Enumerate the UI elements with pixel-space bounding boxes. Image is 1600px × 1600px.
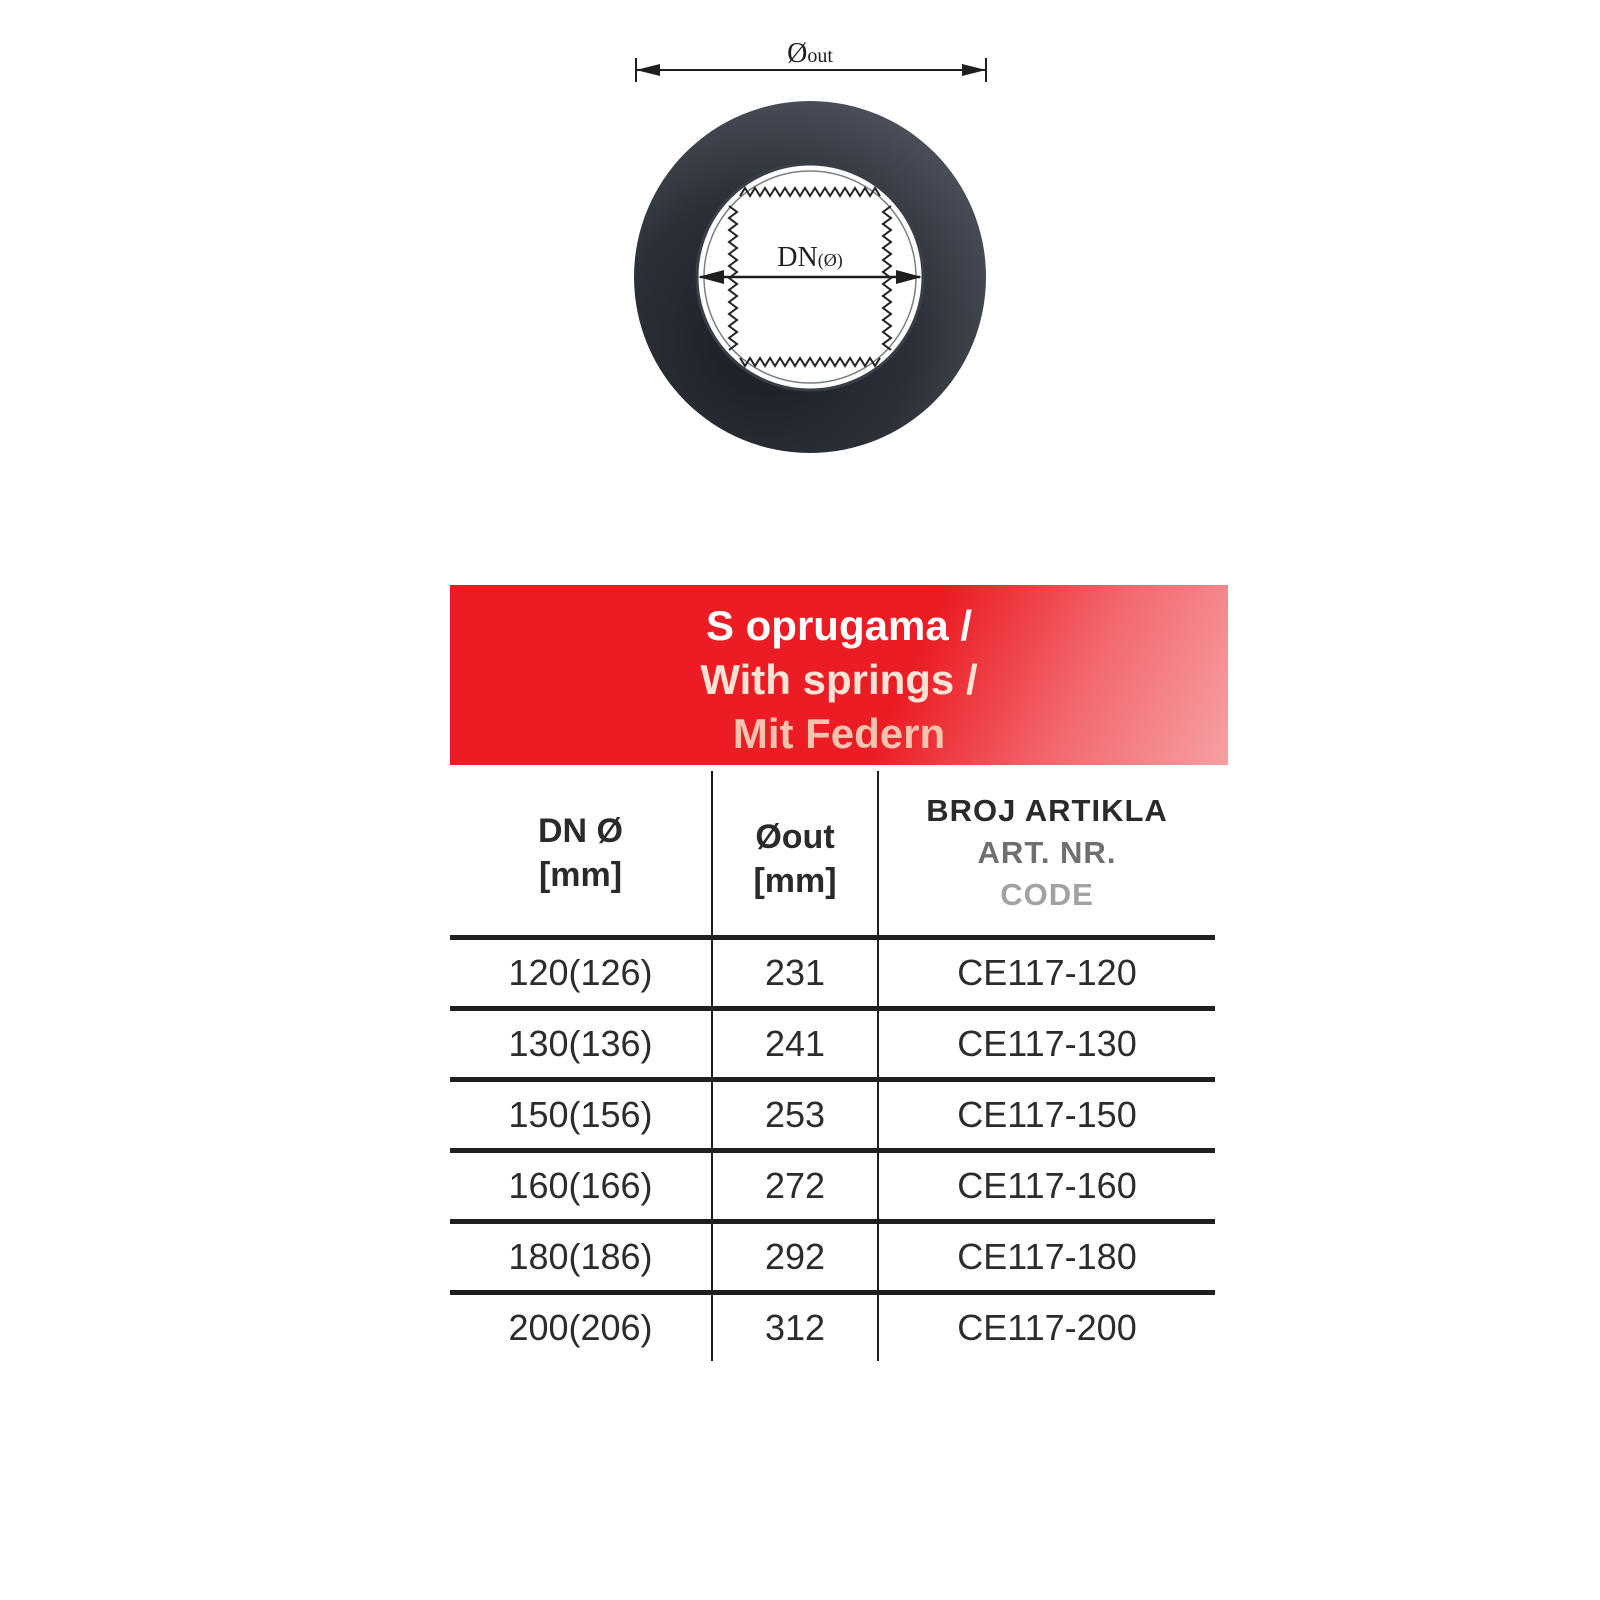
header-title-en: With springs / bbox=[700, 656, 978, 703]
cell-outer-diameter: 231 bbox=[712, 938, 878, 1009]
inner-diameter-label: DN(Ø) bbox=[777, 242, 843, 273]
table-row bbox=[450, 1009, 1215, 1080]
cell-outer-diameter: 241 bbox=[712, 1009, 878, 1080]
header-title-hr: S oprugama / bbox=[705, 602, 973, 649]
header-title-de: Mit Federn bbox=[732, 710, 946, 757]
cell-dn: 150(156) bbox=[450, 1080, 712, 1151]
table-row bbox=[450, 1293, 1215, 1362]
cell-code: CE117-200 bbox=[957, 1307, 1137, 1348]
cell-code: CE117-130 bbox=[957, 1023, 1137, 1064]
column-header-dn: DN Ø [mm] bbox=[450, 771, 712, 938]
table-row bbox=[450, 1222, 1215, 1293]
cell-dn: 180(186) bbox=[450, 1222, 712, 1293]
table-row bbox=[450, 938, 1215, 1009]
header-banner bbox=[450, 585, 1228, 765]
table-row bbox=[450, 1151, 1215, 1222]
spec-table bbox=[450, 771, 1215, 1361]
outer-diameter-label: Øout bbox=[787, 38, 833, 69]
ring-gasket-diagram bbox=[0, 0, 1600, 480]
cell-outer-diameter: 253 bbox=[712, 1080, 878, 1151]
cell-dn: 120(126) bbox=[450, 938, 712, 1009]
cell-code: CE117-160 bbox=[957, 1165, 1137, 1206]
cell-code: CE117-120 bbox=[957, 952, 1137, 993]
cell-code: CE117-150 bbox=[957, 1094, 1137, 1135]
cell-code: CE117-180 bbox=[957, 1236, 1137, 1277]
cell-dn: 130(136) bbox=[450, 1009, 712, 1080]
cell-outer-diameter: 312 bbox=[712, 1293, 878, 1362]
spec-panel bbox=[450, 585, 1228, 1361]
cell-outer-diameter: 292 bbox=[712, 1222, 878, 1293]
column-header-outer-diameter: Øout [mm] bbox=[712, 771, 878, 938]
cell-dn: 160(166) bbox=[450, 1151, 712, 1222]
table-header-row bbox=[450, 771, 1215, 938]
cell-outer-diameter: 272 bbox=[712, 1151, 878, 1222]
column-header-code: BROJ ARTIKLA ART. NR. CODE bbox=[926, 793, 1168, 912]
table-row bbox=[450, 1080, 1215, 1151]
cell-dn: 200(206) bbox=[450, 1293, 712, 1362]
